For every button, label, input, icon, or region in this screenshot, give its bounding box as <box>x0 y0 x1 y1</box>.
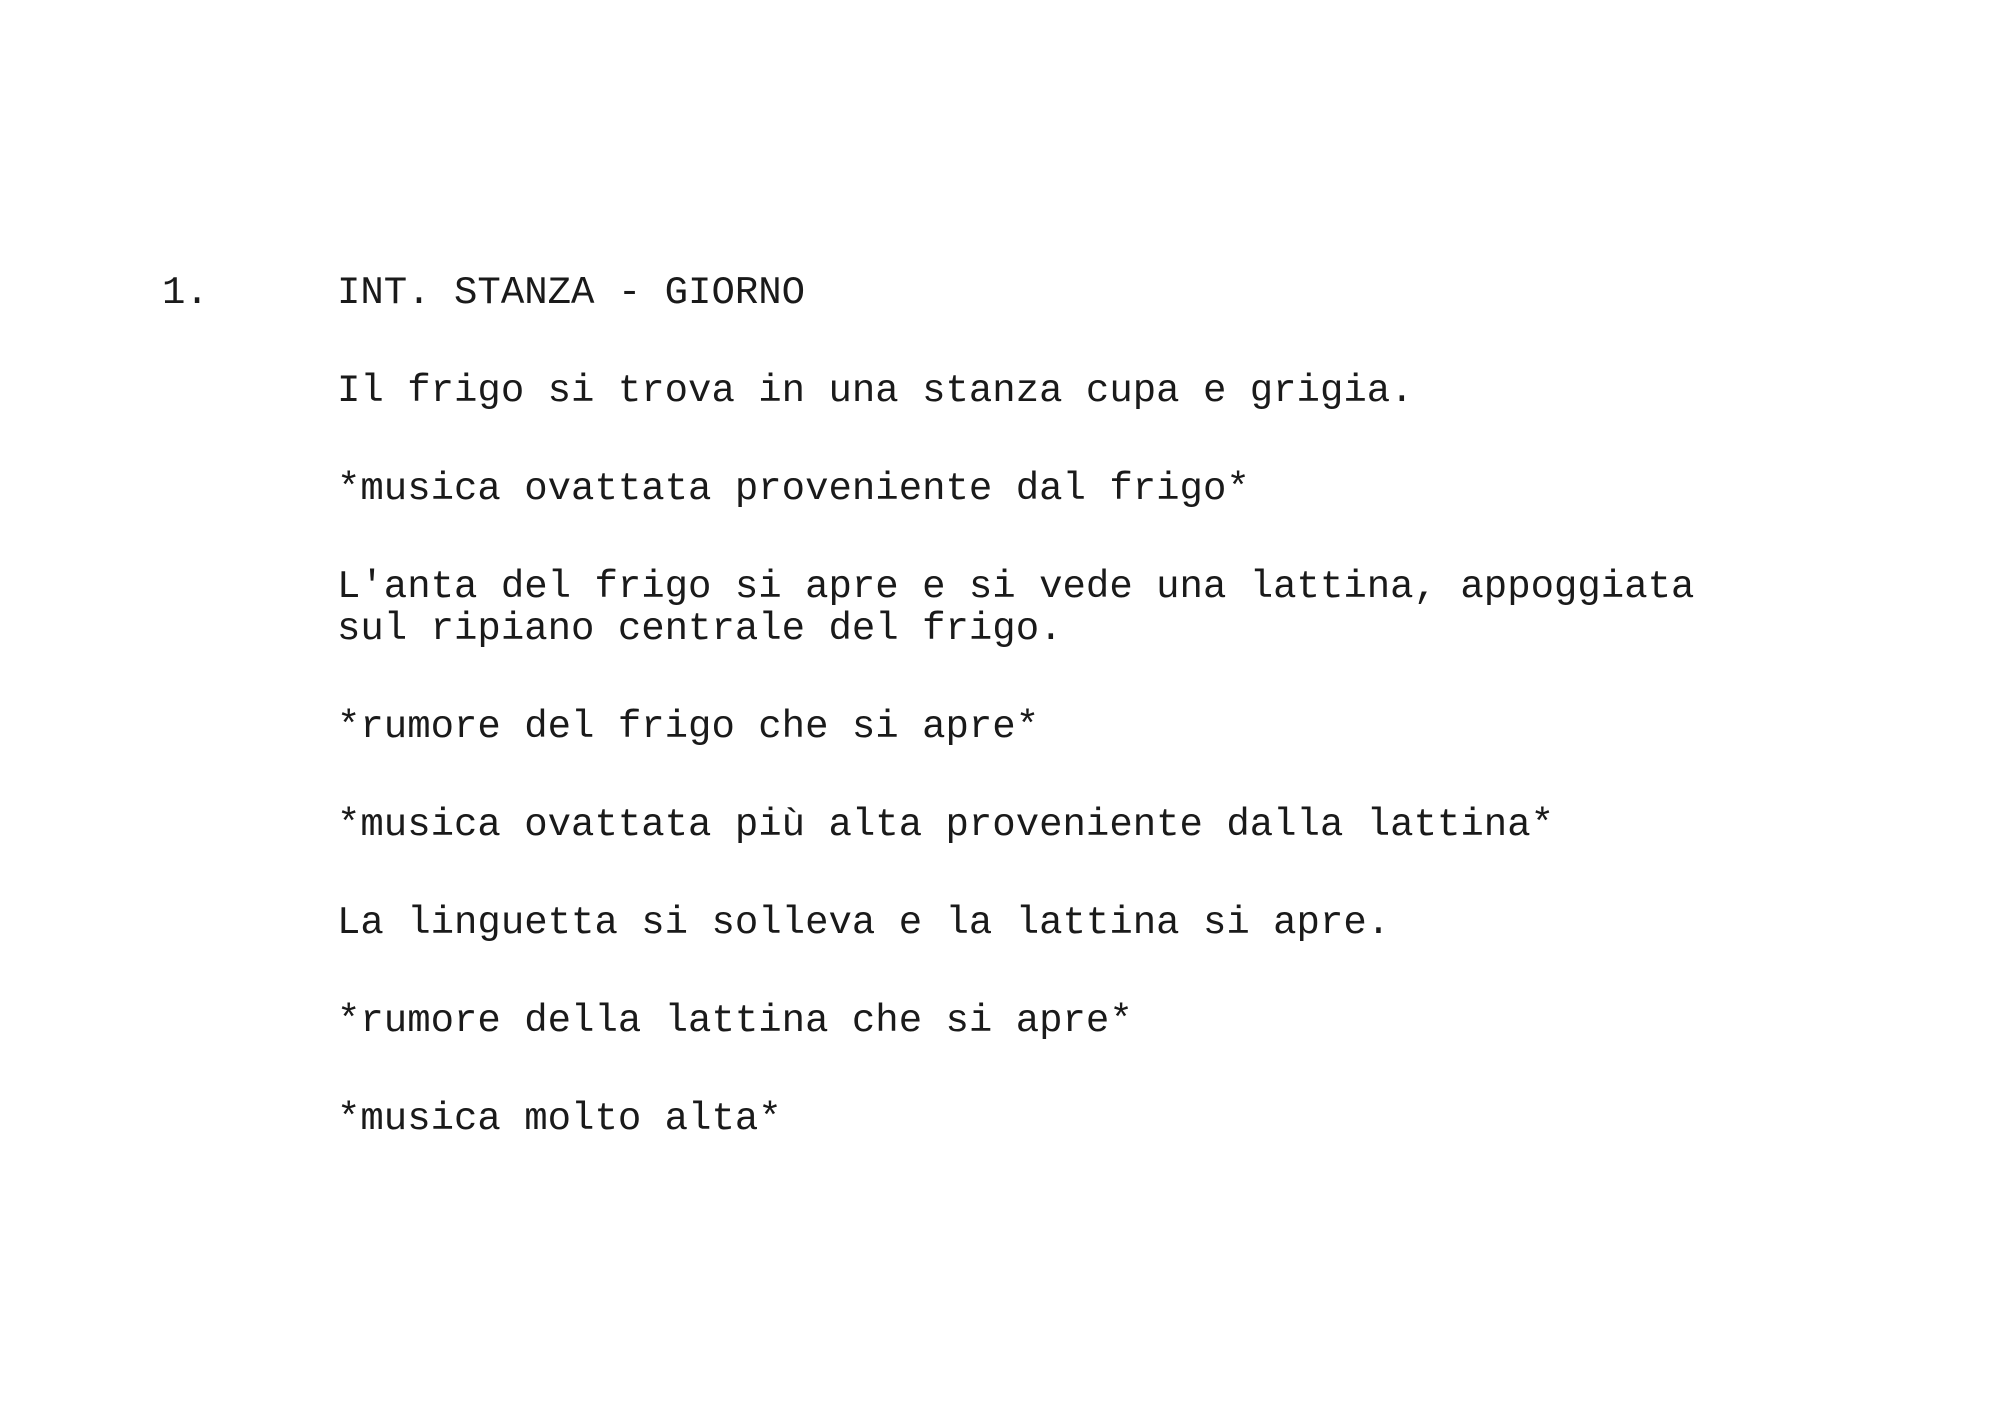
action-line: L'anta del frigo si apre e si vede una lattina, appoggiata <box>337 565 1695 609</box>
sound-cue-line: *musica molto alta* <box>337 1097 782 1141</box>
scene-body <box>337 272 1957 1196</box>
sound-cue-line: *rumore del frigo che si apre* <box>337 705 1040 749</box>
action-line: sul ripiano centrale del frigo. <box>337 607 1063 651</box>
sound-cue <box>337 706 1957 748</box>
action-line: Il frigo si trova in una stanza cupa e grigia. <box>337 369 1414 413</box>
action-paragraph <box>337 902 1957 944</box>
sound-cue <box>337 804 1957 846</box>
sound-cue-line: *rumore della lattina che si apre* <box>337 999 1133 1043</box>
action-line: La linguetta si solleva e la lattina si apre. <box>337 901 1391 945</box>
action-paragraph <box>337 566 1957 650</box>
sound-cue <box>337 468 1957 510</box>
action-paragraph <box>337 370 1957 412</box>
sound-cue-line: *musica ovattata più alta proveniente dalla lattina* <box>337 803 1554 847</box>
scene-number: 1. <box>162 271 209 315</box>
sound-cue <box>337 1000 1957 1042</box>
scene-heading: INT. STANZA - GIORNO <box>337 271 806 315</box>
sound-cue <box>337 1098 1957 1140</box>
sound-cue-line: *musica ovattata proveniente dal frigo* <box>337 467 1250 511</box>
